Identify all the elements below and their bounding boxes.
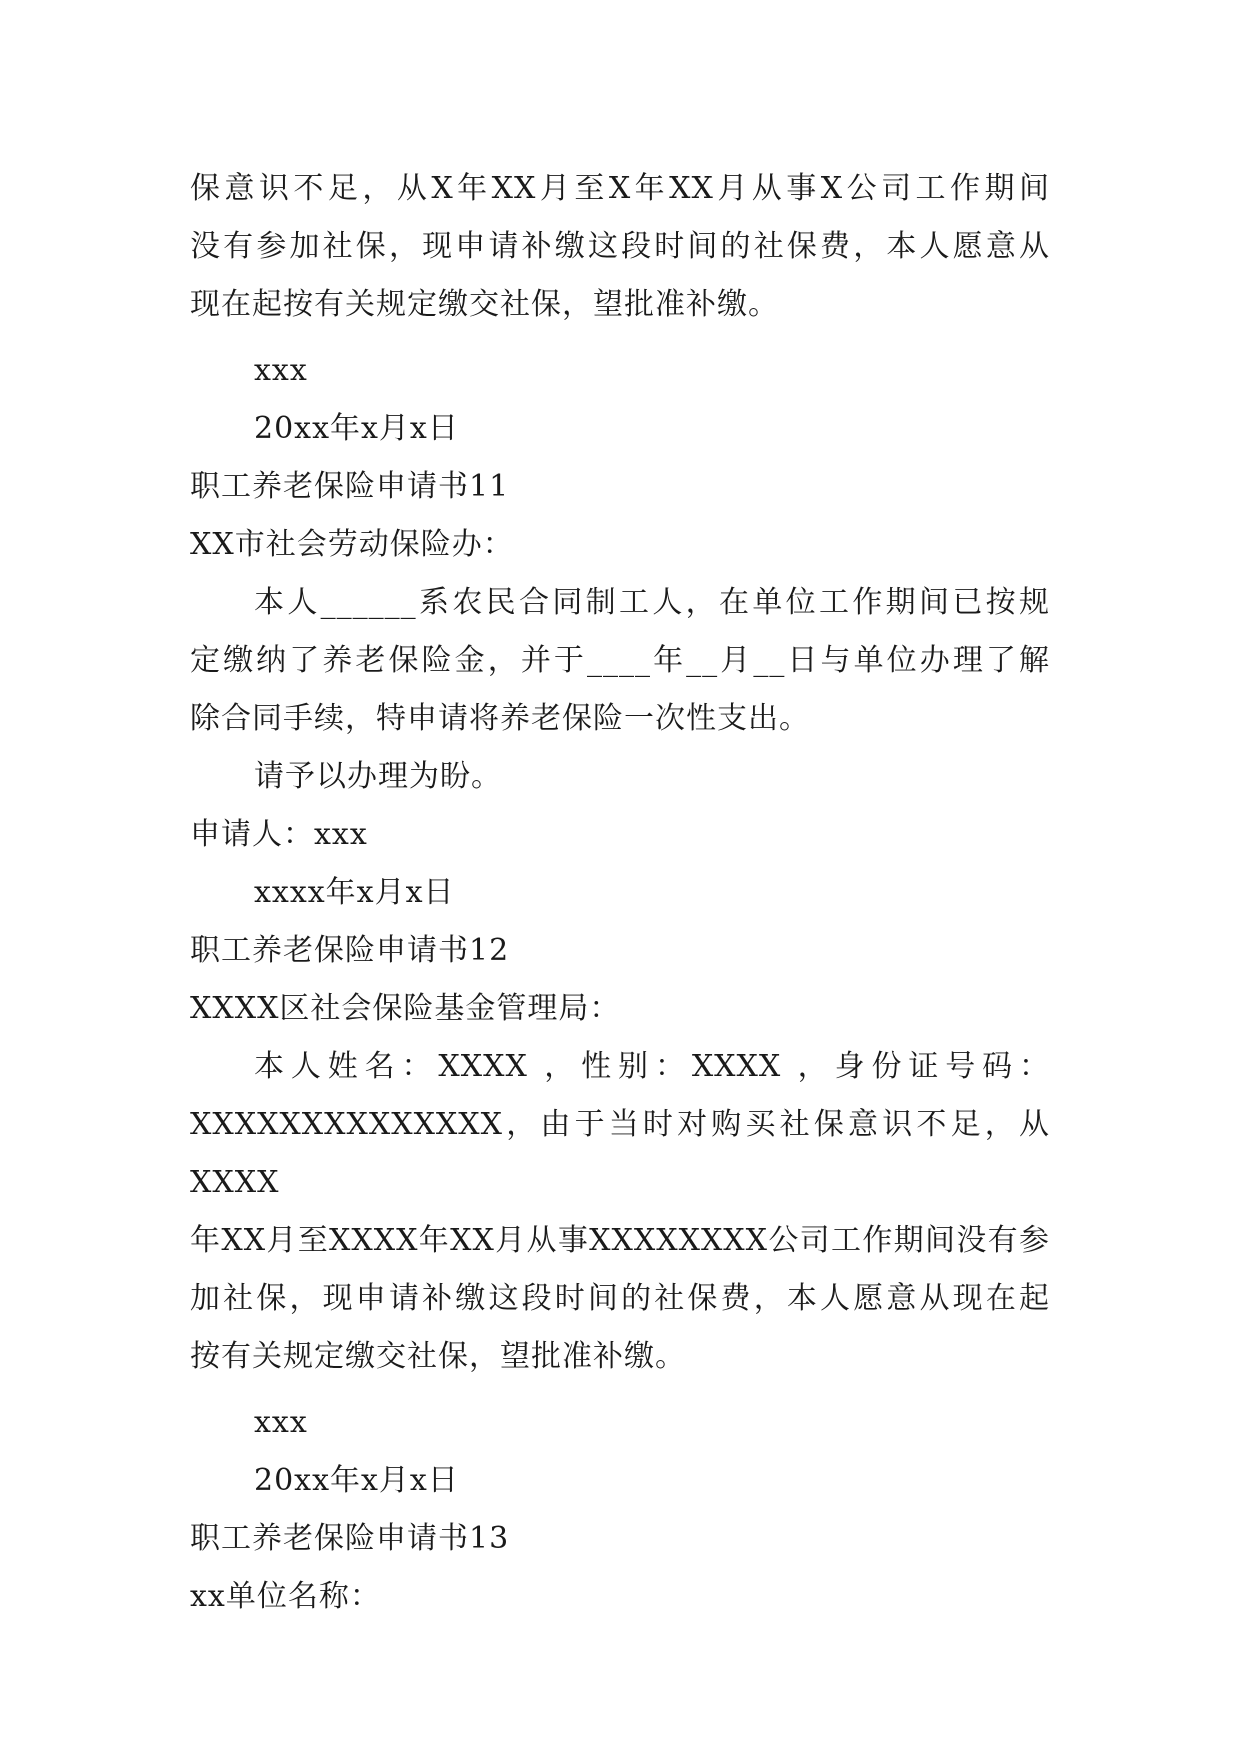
signature-date: xxxx年x月x日 [254, 875, 455, 910]
addressee: xx单位名称： [190, 1579, 381, 1614]
signature-date: 20xx年x月x日 [254, 411, 459, 446]
signature-name: xxx [254, 353, 308, 388]
signature-name: xxx [254, 1405, 308, 1440]
applicant-line: 申请人：xxx [190, 817, 368, 852]
document-page [190, 160, 1050, 1626]
body-text-line: 定缴纳了养老保险金，并于____年__月__日与单位办理了解 [190, 643, 1050, 678]
section-title: 职工养老保险申请书11 [190, 469, 510, 504]
body-text-line: 没有参加社保，现申请补缴这段时间的社保费，本人愿意从 [190, 229, 1050, 264]
signature-date: 20xx年x月x日 [254, 1463, 459, 1498]
section-title: 职工养老保险申请书13 [190, 1521, 510, 1556]
body-text-line: 除合同手续，特申请将养老保险一次性支出。 [190, 701, 810, 736]
body-text-line: 本人______系农民合同制工人，在单位工作期间已按规 [254, 585, 1050, 620]
addressee: XX市社会劳动保险办： [190, 527, 514, 562]
body-text-line: 保意识不足，从X年XX月至X年XX月从事X公司工作期间 [190, 171, 1050, 206]
addressee: XXXX区社会保险基金管理局： [190, 991, 621, 1026]
body-text-line: 请予以办理为盼。 [254, 759, 502, 794]
section-title: 职工养老保险申请书12 [190, 933, 510, 968]
body-text-line: 加社保，现申请补缴这段时间的社保费，本人愿意从现在起 [190, 1281, 1050, 1316]
body-text-line: 按有关规定缴交社保，望批准补缴。 [190, 1339, 686, 1374]
body-text-line: 年XX月至XXXX年XX月从事XXXXXXXX公司工作期间没有参 [190, 1223, 1050, 1258]
body-text-line: 本人姓名：XXXX ，性别：XXXX ，身份证号码： [254, 1049, 1050, 1084]
body-text-line: XXXXXXXXXXXXXX，由于当时对购买社保意识不足，从XXXX [190, 1107, 1050, 1200]
body-text-line: 现在起按有关规定缴交社保，望批准补缴。 [190, 287, 779, 322]
